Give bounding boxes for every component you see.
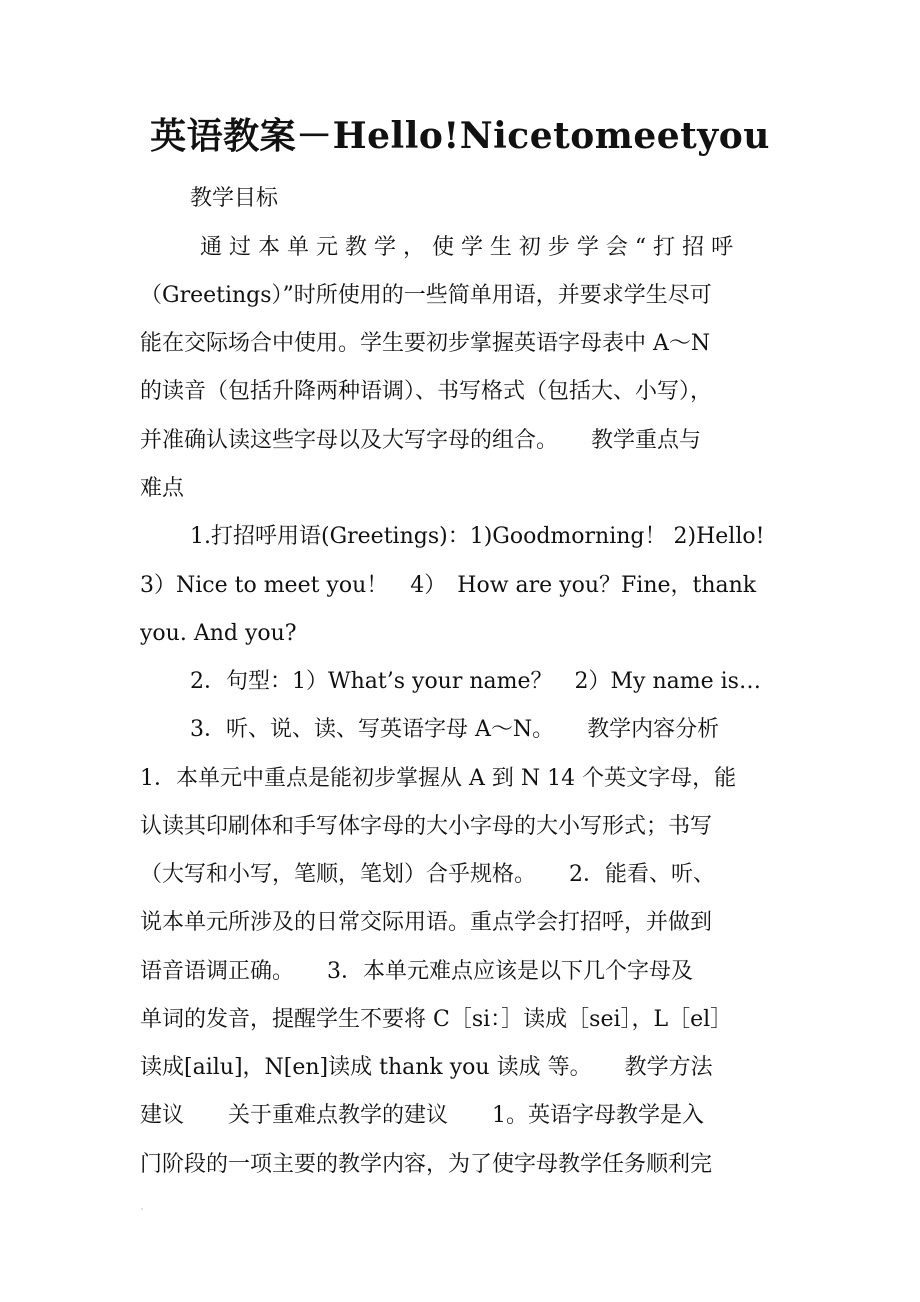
paragraph-line: （Greetings）”时所使用的一些简单用语，并要求学生尽可	[140, 283, 712, 308]
paragraph-line: 单词的发音，提醒学生不要将 C［si：］读成［sei］，L［el］	[140, 1007, 733, 1032]
paragraph-line: 说本单元所涉及的日常交际用语。重点学会打招呼，并做到	[140, 910, 713, 935]
paragraph-line: you. And you?	[140, 621, 297, 646]
paragraph-line: 能在交际场合中使用。学生要初步掌握英语字母表中 A～N	[140, 331, 711, 356]
document-title: 英语教案－Hello!Nicetomeetyou	[150, 115, 770, 157]
scan-artifact-dot	[141, 1208, 143, 1210]
paragraph-line: 通 过 本 单 元 教 学 ， 使 学 生 初 步 学 会 “ 打 招 呼	[200, 235, 734, 260]
paragraph-line: 认读其印刷体和手写体字母的大小字母的大小写形式；书写	[140, 814, 713, 839]
paragraph-line: 难点	[140, 476, 185, 501]
paragraph-line: 的读音（包括升降两种语调）、书写格式（包括大、小写），	[140, 379, 713, 404]
paragraph-line: 读成[ailu]，N[en]读成 thank you 读成 等。 教学方法	[140, 1055, 713, 1080]
paragraph-line: 并准确认读这些字母以及大写字母的组合。 教学重点与	[140, 428, 702, 453]
list-item-alphabet: 3．听、说、读、写英语字母 A～N。 教学内容分析	[190, 717, 720, 742]
paragraph-line: 建议 关于重难点教学的建议 1。英语字母教学是入	[140, 1103, 704, 1128]
paragraph-line: 3）Nice to meet you！ 4） How are you？Fine，thank	[140, 573, 757, 598]
section-heading-objectives: 教学目标	[190, 186, 279, 211]
paragraph-line: 门阶段的一项主要的教学内容，为了使字母教学任务顺利完	[140, 1152, 713, 1177]
paragraph-line: 语音语调正确。 3．本单元难点应该是以下几个字母及	[140, 959, 693, 984]
list-item-greetings: 1.打招呼用语(Greetings)：1)Goodmorning！ 2)Hello!	[190, 524, 765, 549]
paragraph-line: 1．本单元中重点是能初步掌握从 A 到 N 14 个英文字母，能	[140, 766, 737, 791]
paragraph-line: （大写和小写，笔顺，笔划）合乎规格。 2．能看、听、	[140, 862, 715, 887]
list-item-sentence-patterns: 2．句型：1）What’s your name？ 2）My name is…	[190, 669, 761, 694]
